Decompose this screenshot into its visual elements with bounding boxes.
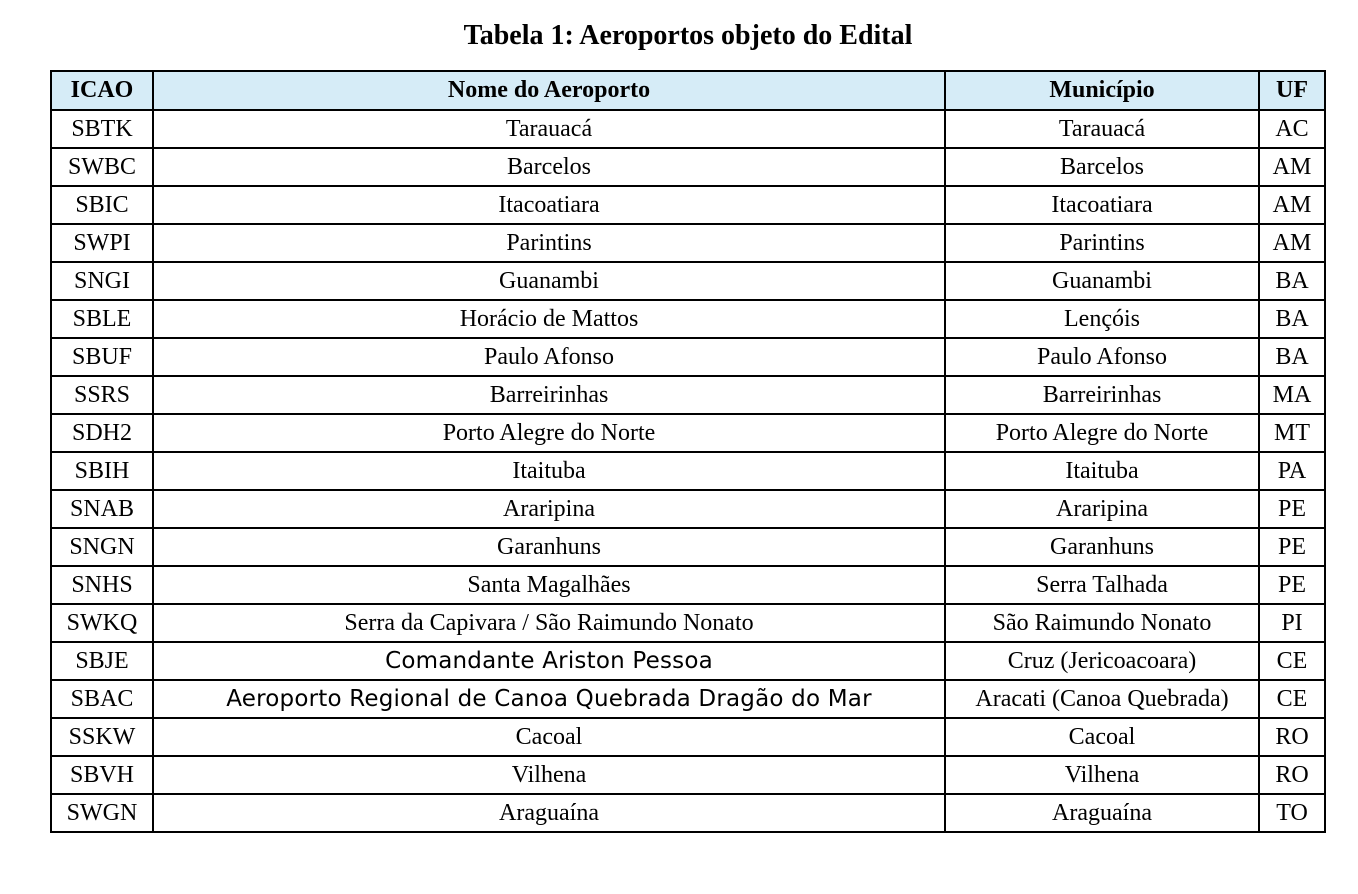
table-row	[51, 148, 1325, 186]
table-row	[51, 680, 1325, 718]
cell-municipio: Barcelos	[945, 148, 1259, 186]
table-row	[51, 528, 1325, 566]
table-row	[51, 224, 1325, 262]
table-row	[51, 794, 1325, 832]
cell-municipio: Itaituba	[945, 452, 1259, 490]
cell-uf: PE	[1259, 490, 1325, 528]
cell-uf: BA	[1259, 262, 1325, 300]
cell-uf: AM	[1259, 148, 1325, 186]
cell-nome: Araguaína	[153, 794, 945, 832]
cell-nome: Barreirinhas	[153, 376, 945, 414]
cell-icao: SBJE	[51, 642, 153, 680]
table-row	[51, 452, 1325, 490]
cell-municipio: Lençóis	[945, 300, 1259, 338]
cell-uf: TO	[1259, 794, 1325, 832]
header-uf: UF	[1259, 71, 1325, 110]
table-row	[51, 756, 1325, 794]
cell-nome: Tarauacá	[153, 110, 945, 148]
cell-icao: SBVH	[51, 756, 153, 794]
cell-nome: Serra da Capivara / São Raimundo Nonato	[153, 604, 945, 642]
cell-icao: SNHS	[51, 566, 153, 604]
table-row	[51, 300, 1325, 338]
cell-uf: PA	[1259, 452, 1325, 490]
header-municipio: Município	[945, 71, 1259, 110]
cell-uf: MA	[1259, 376, 1325, 414]
cell-municipio: São Raimundo Nonato	[945, 604, 1259, 642]
cell-nome: Horácio de Mattos	[153, 300, 945, 338]
cell-municipio: Barreirinhas	[945, 376, 1259, 414]
cell-municipio: Aracati (Canoa Quebrada)	[945, 680, 1259, 718]
cell-icao: SWPI	[51, 224, 153, 262]
cell-nome: Garanhuns	[153, 528, 945, 566]
cell-municipio: Cacoal	[945, 718, 1259, 756]
cell-nome: Guanambi	[153, 262, 945, 300]
cell-icao: SNAB	[51, 490, 153, 528]
cell-icao: SBUF	[51, 338, 153, 376]
cell-uf: AM	[1259, 224, 1325, 262]
cell-icao: SBIC	[51, 186, 153, 224]
cell-uf: MT	[1259, 414, 1325, 452]
cell-uf: RO	[1259, 718, 1325, 756]
cell-icao: SWGN	[51, 794, 153, 832]
cell-nome: Cacoal	[153, 718, 945, 756]
table-row	[51, 604, 1325, 642]
cell-icao: SDH2	[51, 414, 153, 452]
cell-municipio: Tarauacá	[945, 110, 1259, 148]
cell-icao: SBAC	[51, 680, 153, 718]
table-row	[51, 414, 1325, 452]
header-nome: Nome do Aeroporto	[153, 71, 945, 110]
cell-uf: BA	[1259, 300, 1325, 338]
cell-uf: RO	[1259, 756, 1325, 794]
table-row	[51, 376, 1325, 414]
cell-icao: SNGI	[51, 262, 153, 300]
cell-municipio: Parintins	[945, 224, 1259, 262]
cell-icao: SSKW	[51, 718, 153, 756]
cell-municipio: Guanambi	[945, 262, 1259, 300]
cell-uf: CE	[1259, 680, 1325, 718]
cell-icao: SSRS	[51, 376, 153, 414]
cell-nome: Itacoatiara	[153, 186, 945, 224]
cell-municipio: Araripina	[945, 490, 1259, 528]
cell-municipio: Cruz (Jericoacoara)	[945, 642, 1259, 680]
airports-table	[50, 70, 1326, 833]
cell-icao: SWBC	[51, 148, 153, 186]
table-row	[51, 338, 1325, 376]
cell-municipio: Porto Alegre do Norte	[945, 414, 1259, 452]
cell-uf: PE	[1259, 566, 1325, 604]
cell-nome: Barcelos	[153, 148, 945, 186]
table-header-row	[51, 71, 1325, 110]
table-row	[51, 566, 1325, 604]
table-row	[51, 642, 1325, 680]
cell-uf: AC	[1259, 110, 1325, 148]
cell-nome: Parintins	[153, 224, 945, 262]
table-row	[51, 110, 1325, 148]
cell-uf: PI	[1259, 604, 1325, 642]
cell-nome: Araripina	[153, 490, 945, 528]
cell-nome: Itaituba	[153, 452, 945, 490]
cell-uf: PE	[1259, 528, 1325, 566]
table-row	[51, 186, 1325, 224]
cell-nome: Paulo Afonso	[153, 338, 945, 376]
cell-nome: Porto Alegre do Norte	[153, 414, 945, 452]
cell-nome: Aeroporto Regional de Canoa Quebrada Dragão do Mar	[153, 680, 945, 718]
cell-uf: CE	[1259, 642, 1325, 680]
cell-nome: Comandante Ariston Pessoa	[153, 642, 945, 680]
table-row	[51, 262, 1325, 300]
cell-uf: AM	[1259, 186, 1325, 224]
cell-icao: SBLE	[51, 300, 153, 338]
cell-municipio: Garanhuns	[945, 528, 1259, 566]
header-icao: ICAO	[51, 71, 153, 110]
cell-uf: BA	[1259, 338, 1325, 376]
table-row	[51, 718, 1325, 756]
cell-municipio: Paulo Afonso	[945, 338, 1259, 376]
cell-icao: SBIH	[51, 452, 153, 490]
cell-icao: SBTK	[51, 110, 153, 148]
table-title: Tabela 1: Aeroportos objeto do Edital	[463, 20, 913, 51]
cell-nome: Vilhena	[153, 756, 945, 794]
cell-municipio: Vilhena	[945, 756, 1259, 794]
cell-icao: SNGN	[51, 528, 153, 566]
cell-municipio: Itacoatiara	[945, 186, 1259, 224]
cell-municipio: Serra Talhada	[945, 566, 1259, 604]
cell-nome: Santa Magalhães	[153, 566, 945, 604]
cell-municipio: Araguaína	[945, 794, 1259, 832]
cell-icao: SWKQ	[51, 604, 153, 642]
table-row	[51, 490, 1325, 528]
